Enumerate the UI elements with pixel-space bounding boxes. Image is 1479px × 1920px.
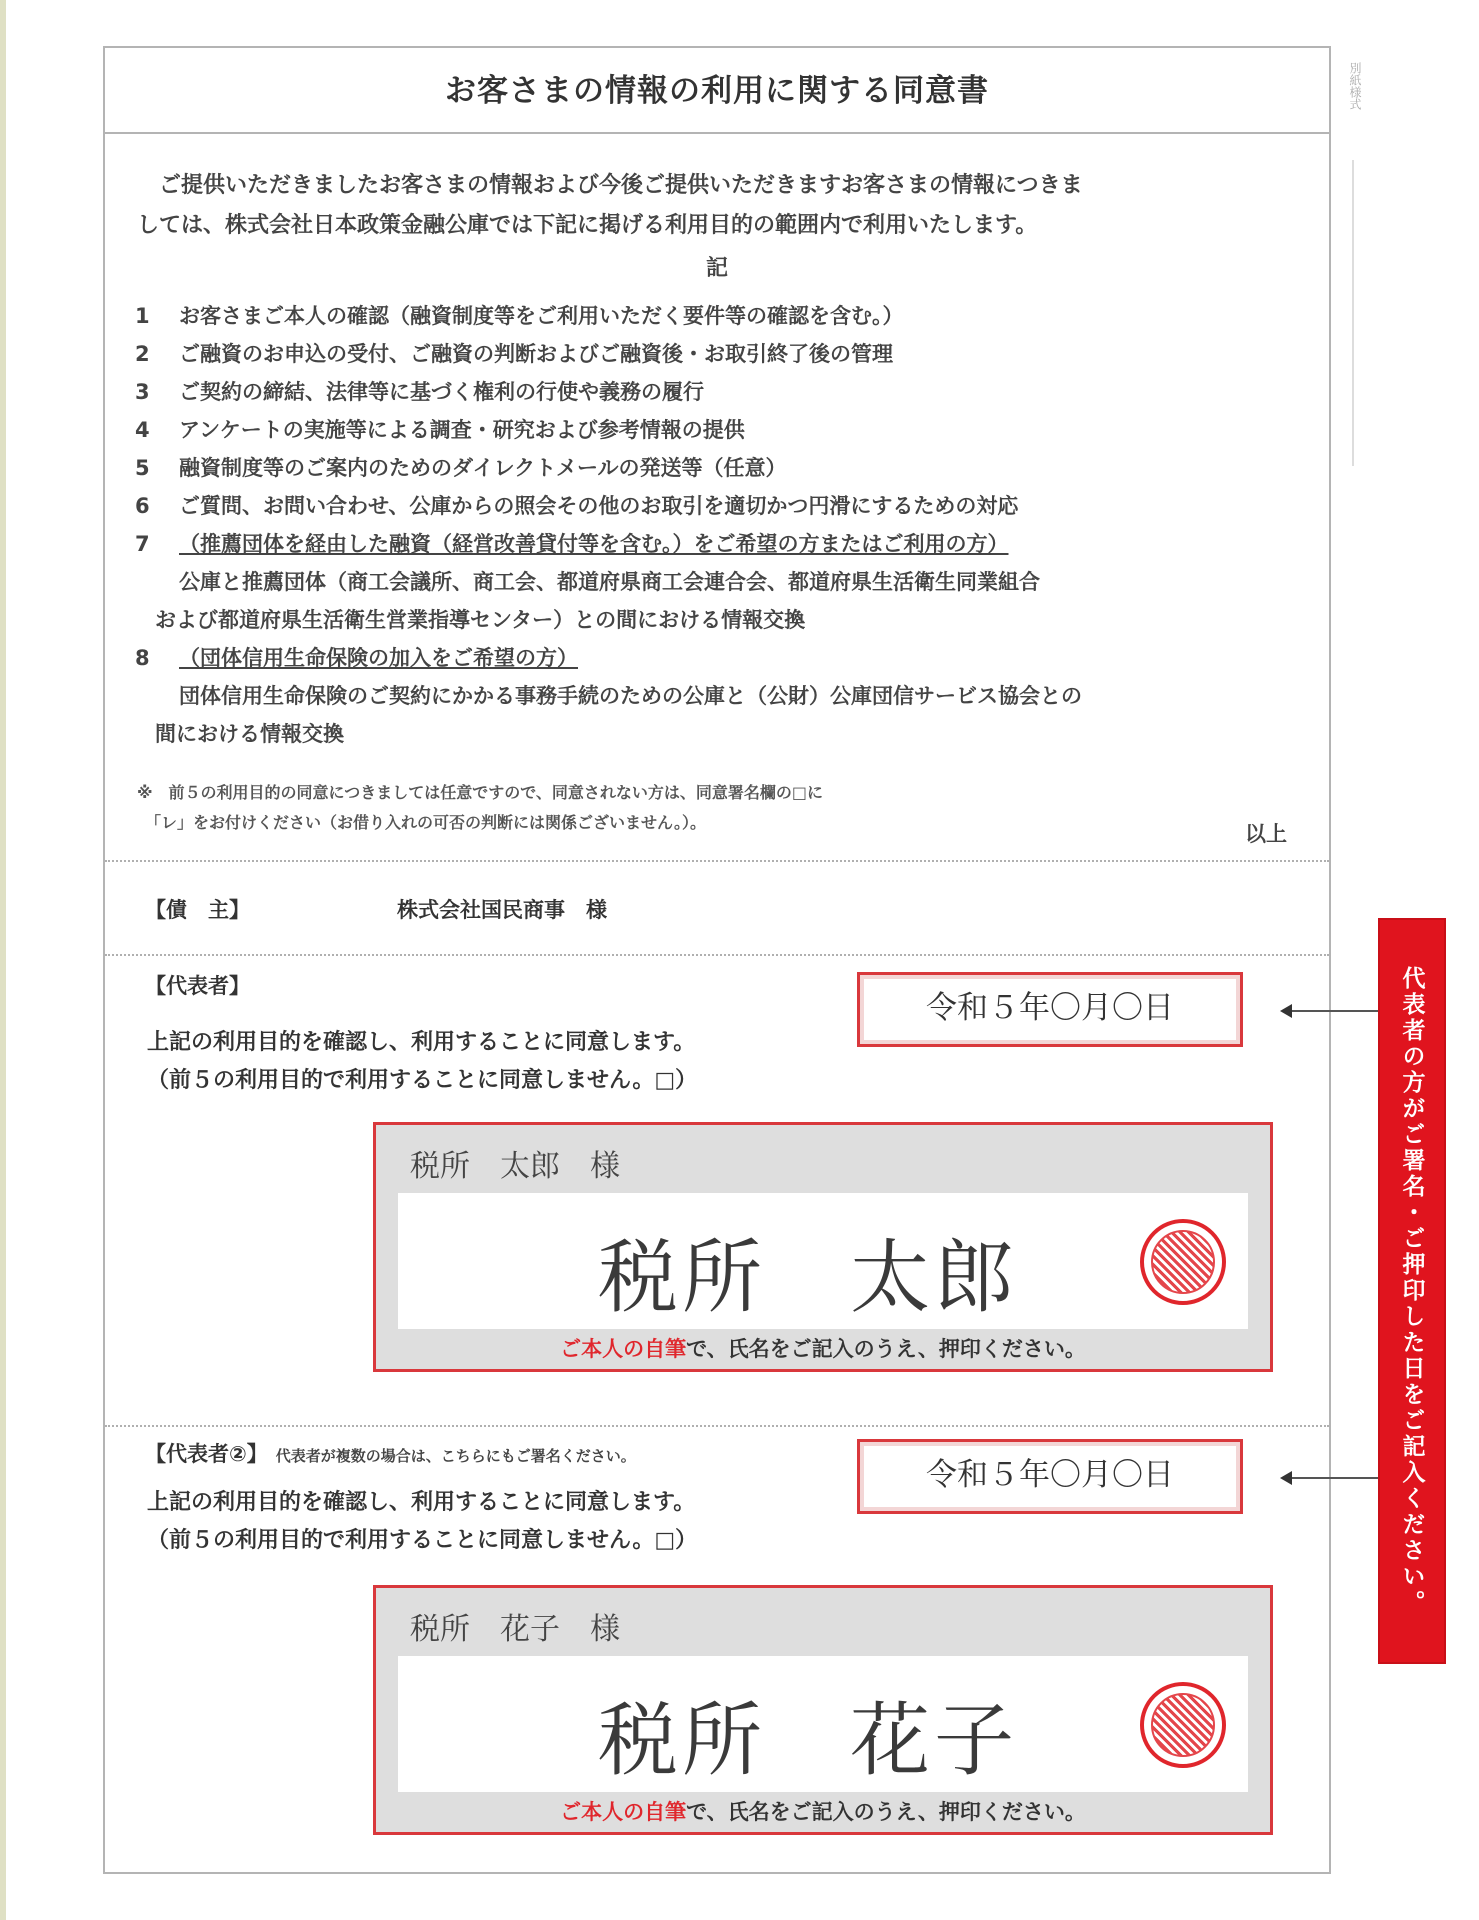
intro-text (137, 166, 1307, 246)
arrow-left-icon (1280, 1004, 1292, 1018)
representative-2-label: 【代表者②】 代表者が複数の場合は、こちらにもご署名ください。 (145, 1442, 636, 1466)
margin-rule (1352, 160, 1354, 466)
form-title: お客さまの情報の利用に関する同意書 (105, 48, 1329, 134)
section-divider (105, 954, 1329, 956)
printed-name: 税所 太郎 様 (410, 1149, 620, 1184)
purpose-item: 1 お客さまご本人の確認（融資制度等をご利用いただく要件等の確認を含む。） (135, 304, 904, 328)
arrow-left-icon (1280, 1471, 1292, 1485)
date-field[interactable]: 令和５年〇月〇日 (857, 972, 1243, 1047)
purpose-item: および都道府県生活衛生営業指導センター）との間における情報交換 (155, 608, 806, 632)
representative-label: 【代表者】 (145, 974, 250, 998)
handwritten-signature: 税所 花子 (598, 1694, 1018, 1787)
optional-note: ※ 前５の利用目的の同意につきましては任意ですので、同意されない方は、同意署名欄の□に 「レ」をお付けください（お借り入れの可否の判断には関係ございません。）。 (137, 783, 824, 832)
seal-stamp-icon (1140, 1682, 1226, 1768)
signature-box (373, 1585, 1273, 1835)
section-divider (105, 860, 1329, 862)
handwritten-signature: 税所 太郎 (598, 1231, 1018, 1324)
purpose-item: 団体信用生命保険のご契約にかかる事務手続のための公庫と（公財）公庫団信サービス協会との (179, 684, 1082, 708)
purpose-item: 4 アンケートの実施等による調査・研究および参考情報の提供 (135, 418, 745, 442)
signature-field[interactable] (398, 1193, 1248, 1329)
intro-line-1: ご提供いただきましたお客さまの情報および今後ご提供いただきますお客さまの情報につきま (137, 173, 1083, 198)
purpose-item: 2 ご融資のお申込の受付、ご融資の判断およびご融資後・お取引終了後の管理 (135, 342, 893, 366)
instruction-banner: 代表者の方がご署名・ご押印した日をご記入ください。 (1378, 918, 1446, 1664)
seal-stamp-icon (1140, 1219, 1226, 1305)
purpose-item: 6 ご質問、お問い合わせ、公庫からの照会その他のお取引を適切かつ円滑にするための対応 (135, 494, 1019, 518)
purpose-item: 間における情報交換 (155, 722, 344, 746)
ki-heading: 記 (705, 256, 728, 281)
signature-box (373, 1122, 1273, 1372)
printed-name: 税所 花子 様 (410, 1612, 620, 1647)
section-divider (105, 1425, 1329, 1427)
arrow-line (1290, 1010, 1378, 1012)
closing-ijo: 以上 (1245, 822, 1287, 846)
consent-statement: 上記の利用目的を確認し、利用することに同意します。 （前５の利用目的で利用することに同意しません。□） (147, 1490, 698, 1553)
consent-form (103, 46, 1331, 1874)
consent-statement: 上記の利用目的を確認し、利用することに同意します。 （前５の利用目的で利用することに同意しません。□） (147, 1030, 698, 1093)
date-field[interactable]: 令和５年〇月〇日 (857, 1439, 1243, 1514)
margin-mark: 別紙様式 (1348, 62, 1362, 110)
arrow-line (1290, 1477, 1378, 1479)
signature-instruction: ご本人の自筆で、氏名をご記入のうえ、押印ください。 (560, 1337, 1086, 1361)
purpose-item: 公庫と推薦団体（商工会議所、商工会、都道府県商工会連合会、都道府県生活衛生同業組合 (179, 570, 1040, 594)
debtor-name: 株式会社国民商事 様 (397, 898, 607, 922)
signature-field[interactable] (398, 1656, 1248, 1792)
purpose-item: 7 （推薦団体を経由した融資（経営改善貸付等を含む。）をご希望の方またはご利用の方） (135, 532, 1009, 556)
purpose-item: 5 融資制度等のご案内のためのダイレクトメールの発送等（任意） (135, 456, 787, 480)
purpose-item: 3 ご契約の締結、法律等に基づく権利の行使や義務の履行 (135, 380, 704, 404)
purpose-item: 8 （団体信用生命保険の加入をご希望の方） (135, 646, 578, 670)
signature-instruction: ご本人の自筆で、氏名をご記入のうえ、押印ください。 (560, 1800, 1086, 1824)
debtor-label: 【債 主】 (145, 898, 250, 922)
left-edge-strip (0, 0, 6, 1920)
intro-line-2: しては、株式会社日本政策金融公庫では下記に掲げる利用目的の範囲内で利用いたします。 (137, 213, 1038, 238)
